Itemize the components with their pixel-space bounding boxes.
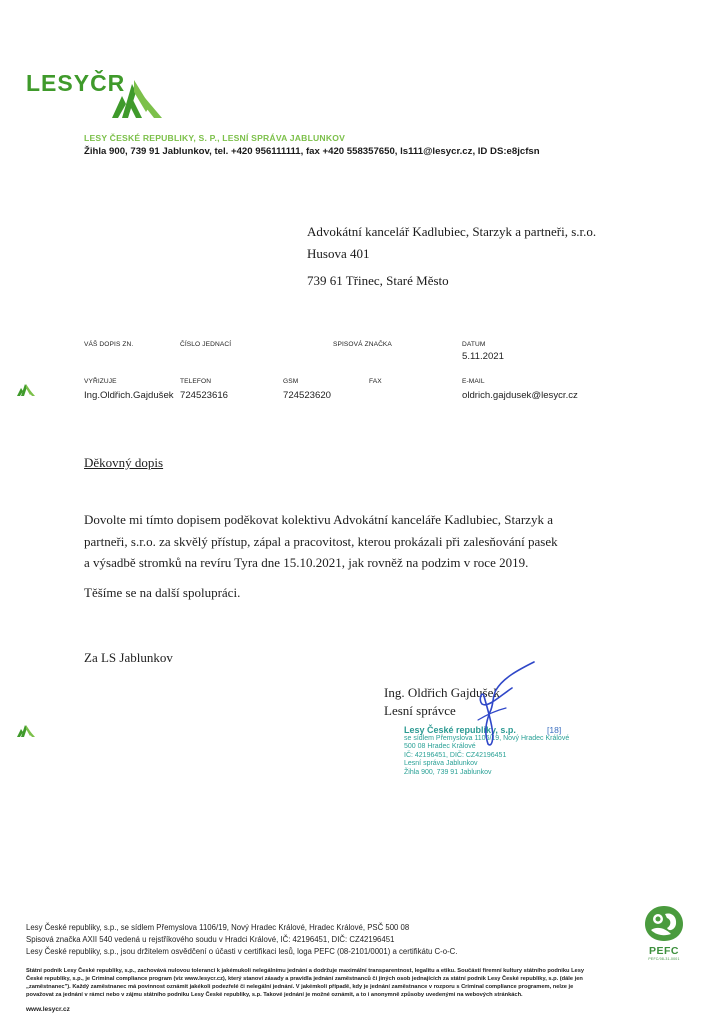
- email-value: oldrich.gajdusek@lesycr.cz: [462, 390, 578, 401]
- recipient-name: Advokátní kancelář Kadlubiec, Starzyk a partneři, s.r.o.: [307, 224, 597, 239]
- footer-info: [26, 922, 457, 957]
- telefon-value: 724523616: [180, 390, 229, 401]
- stamp-code: [18]: [547, 725, 562, 735]
- pefc-label: PEFC: [648, 945, 679, 957]
- lesycr-small-tree-icon: [17, 724, 35, 742]
- spisova-znacka-label: SPISOVÁ ZNAČKA: [333, 341, 392, 348]
- fine-print-line: považovat za jednání v rámci nebo v zájmu státního podniku Lesy České republiky, s.p. Takové jednání je možné oznámit, a to i anonymně způsoby uvedenými na webových stránkách.: [26, 991, 523, 998]
- closing-line: Za LS Jablunkov: [84, 650, 173, 665]
- fax-label: FAX: [369, 378, 382, 385]
- vas-dopis-label: VÁŠ DOPIS ZN.: [84, 341, 134, 348]
- body-line: partneři, s.r.o. za skvělý přístup, zápal a pracovitost, kterou prokázali při zalesňování pasek: [84, 533, 558, 549]
- gsm-value: 724523620: [283, 390, 332, 401]
- fine-print-line: České republiky, s.p., je Criminal compliance program (viz www.lesycr.cz), který stanoví zásady a pravidla jednání zaměstnanců či jiných osob jednajících za státní podnik Lesy České republiky, s.p. (dále jen: [26, 975, 583, 982]
- footer-line: Spisová značka AXII 540 vedená u rejstříkového soudu v Hradci Králové, IČ: 42196451, DIČ: CZ42196451: [26, 934, 395, 944]
- fine-print-line: Státní podnik Lesy České republiky, s.p., zachovává nulovou toleranci k jakémukoli nelegálnímu jednání a dodržuje maximální transparentnost, legalitu a etiku. Součástí firemní kultury státního podniku Lesy: [26, 968, 585, 974]
- address-line: Žihla 900, 739 91 Jablunkov, tel. +420 956111111, fax +420 558357650, ls111@lesycr.cz, ID DS:e8jcfsn: [84, 146, 540, 157]
- organization-line: LESY ČESKÉ REPUBLIKY, S. P., LESNÍ SPRÁVA JABLUNKOV: [84, 133, 346, 143]
- letter-subject: Děkovný dopis: [84, 455, 164, 470]
- datum-value: 5.11.2021: [462, 351, 504, 362]
- signer-name: Ing. Oldřich Gajdušek: [384, 685, 500, 700]
- footer-line: Lesy České republiky, s.p., se sídlem Přemyslova 1106/19, Nový Hradec Králové, Hradec Králové, PSČ 500 08: [26, 923, 410, 932]
- pefc-logo-icon: [634, 904, 694, 961]
- fine-print-line: „zaměstnanec"). Každý zaměstnanec má povinnost oznámit jakékoli podezřelé či nelegální jednání. V jakémkoli případě, kdy je jednání zaměstnance v rozporu s Criminal compliance programem, nelze je: [26, 983, 574, 990]
- footer-fine-print: [26, 968, 696, 1000]
- stamp-line: Lesní správa Jablunkov: [404, 760, 478, 768]
- stamp-line: Žihla 900, 739 91 Jablunkov: [404, 768, 492, 776]
- body-line: a výsadbě stromků na revíru Tyra dne 15.10.2021, jak rovněž na podzim v roce 2019.: [84, 555, 529, 570]
- closing-sentence: Těšíme se na další spolupráci.: [84, 584, 241, 600]
- vyrizuje-value: Ing.Oldřich.Gajdušek: [84, 390, 174, 401]
- pefc-sub: PEFC/08-31-0001: [648, 957, 680, 961]
- email-label: E-MAIL: [462, 378, 485, 385]
- footer-url: www.lesycr.cz: [26, 1006, 70, 1013]
- stamp-line: 500 08 Hradec Králové: [404, 743, 476, 751]
- letter-body: [84, 509, 624, 603]
- body-line: Dovolte mi tímto dopisem poděkovat kolektivu Advokátní kanceláře Kadlubiec, Starzyk a: [84, 512, 553, 527]
- stamp-line: IČ: 42196451, DIČ: CZ42196451: [404, 751, 507, 759]
- datum-label: DATUM: [462, 341, 486, 348]
- lesycr-small-tree-icon: [17, 383, 35, 401]
- recipient-street: Husova 401: [307, 246, 370, 261]
- lesycr-tree-icon: [110, 78, 168, 125]
- footer-line: Lesy České republiky, s.p., jsou držitelem osvědčení o účasti v certifikaci lesů, loga PEFC (08-2101/0001) a certifikátu C-o-C.: [26, 946, 458, 956]
- vyrizuje-label: VYŘIZUJE: [84, 378, 117, 385]
- logo-text: LESYČR: [26, 70, 126, 96]
- cislo-jednaci-label: ČÍSLO JEDNACÍ: [180, 341, 232, 348]
- signer-role: Lesní správce: [384, 703, 456, 718]
- telefon-label: TELEFON: [180, 378, 212, 385]
- recipient-city: 739 61 Třinec, Staré Město: [307, 273, 449, 288]
- handwritten-signature: [448, 660, 548, 755]
- gsm-label: GSM: [283, 378, 299, 385]
- stamp-title: Lesy České republiky, s.p.: [404, 725, 516, 735]
- stamp-line: se sídlem Přemyslova 1106/19, Nový Hradec Králové: [404, 734, 570, 742]
